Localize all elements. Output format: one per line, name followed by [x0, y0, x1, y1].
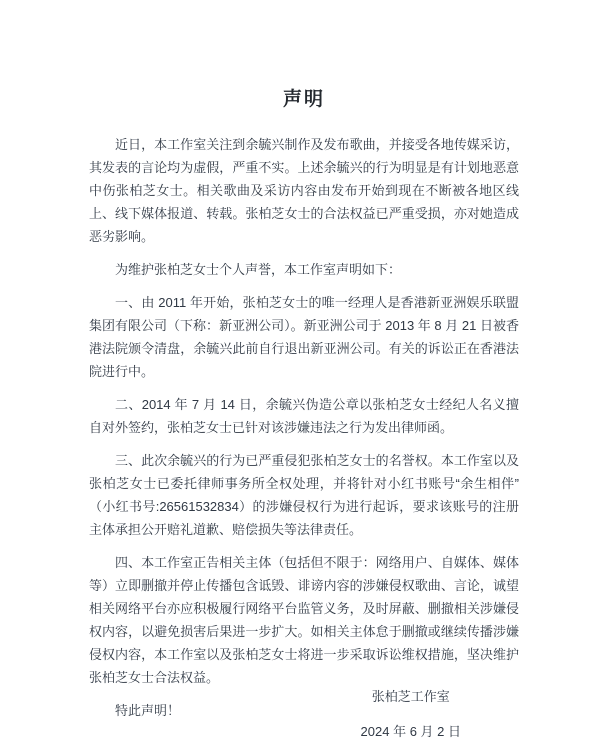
- signature-block: [361, 689, 461, 740]
- paragraph-purpose: 为维护张柏芝女士个人声誉，本工作室声明如下：: [115, 262, 402, 277]
- paragraph-intro: 近日，本工作室关注到余毓兴制作及发布歌曲，并接受各地传媒采访，其发表的言论均为虚假，严重不实。上述余毓兴的行为明显是有计划地恶意中伤张柏芝女士。相关歌曲及采访内容由发布开始到现在不断被各地区线上、线下媒体报道、转载。张柏芝女士的合法权益已严重受损，亦对她造成恶劣影响。: [89, 137, 519, 244]
- paragraph-item-3: 三、此次余毓兴的行为已严重侵犯张柏芝女士的名誉权。本工作室以及张柏芝女士已委托律师事务所全权处理，并将针对小红书账号“余生相伴”（小红书号:26561532834）的涉嫌侵权行为进行起诉，要求该账号的注册主体承担公开赔礼道歉、赔偿损失等法律责任。: [89, 453, 519, 537]
- paragraph-item-1: 一、由 2011 年开始，张柏芝女士的唯一经理人是香港新亚洲娱乐联盟集团有限公司（下称：新亚洲公司）。新亚洲公司于 2013 年 8 月 21 日被香港法院颁令清盘，余毓兴此前自行退出新亚洲公司。有关的诉讼正在香港法院进行中。: [89, 295, 519, 379]
- paragraph-item-2: 二、2014 年 7 月 14 日，余毓兴伪造公章以张柏芝女士经纪人名义擅自对外签约，张柏芝女士已针对该涉嫌违法之行为发出律师函。: [89, 397, 519, 435]
- signature-date: 2024 年 6 月 2 日: [360, 724, 461, 739]
- paragraph-item-4: 四、本工作室正告相关主体（包括但不限于：网络用户、自媒体、媒体等）立即删撤并停止传播包含诋毁、诽谤内容的涉嫌侵权歌曲、言论，诚望相关网络平台亦应积极履行网络平台监管义务，及时屏蔽、删撤相关涉嫌侵权内容，以避免损害后果进一步扩大。如相关主体怠于删撤或继续传播涉嫌侵权内容，本工作室以及张柏芝女士将进一步采取诉讼维权措施，坚决维护张柏芝女士合法权益。: [89, 555, 519, 685]
- document-title: 声明: [282, 89, 325, 110]
- signature-studio-name: 张柏芝工作室: [371, 689, 450, 704]
- closing-statement: 特此声明！: [115, 703, 181, 718]
